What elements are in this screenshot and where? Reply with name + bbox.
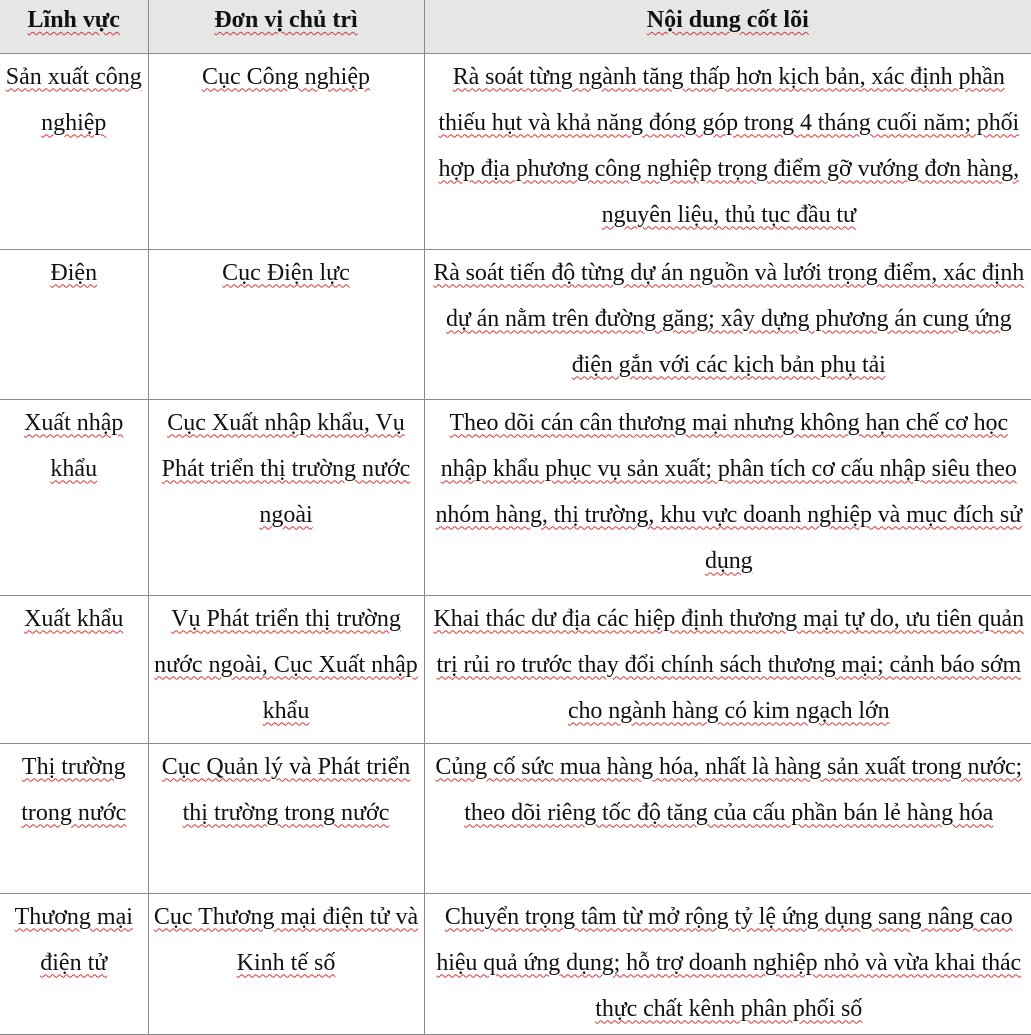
cell-content: Củng cố sức mua hàng hóa, nhất là hàng sản xuất trong nước; theo dõi riêng tốc độ tăng của cấu phần bán lẻ hàng hóa	[424, 743, 1031, 893]
cell-unit: Cục Điện lực	[148, 249, 424, 399]
cell-unit: Cục Thương mại điện tử và Kinh tế số	[148, 893, 424, 1034]
header-content: Nội dung cốt lõi	[424, 0, 1031, 53]
cell-field: Thị trường trong nước	[0, 743, 148, 893]
cell-content: Theo dõi cán cân thương mại nhưng không hạn chế cơ học nhập khẩu phục vụ sản xuất; phân tích cơ cấu nhập siêu theo nhóm hàng, thị trường, khu vực doanh nghiệp và mục đích sử dụng	[424, 399, 1031, 595]
table-row	[0, 53, 1031, 249]
table-header-row	[0, 0, 1031, 53]
cell-field: Sản xuất công nghiệp	[0, 53, 148, 249]
header-unit: Đơn vị chủ trì	[148, 0, 424, 53]
cell-content: Khai thác dư địa các hiệp định thương mại tự do, ưu tiên quản trị rủi ro trước thay đổi chính sách thương mại; cảnh báo sớm cho ngành hàng có kim ngạch lớn	[424, 595, 1031, 743]
cell-content: Chuyển trọng tâm từ mở rộng tỷ lệ ứng dụng sang nâng cao hiệu quả ứng dụng; hỗ trợ doanh nghiệp nhỏ và vừa khai thác thực chất kênh phân phối số	[424, 893, 1031, 1034]
cell-content: Rà soát tiến độ từng dự án nguồn và lưới trọng điểm, xác định dự án nằm trên đường găng; xây dựng phương án cung ứng điện gắn với các kịch bản phụ tải	[424, 249, 1031, 399]
table-row	[0, 893, 1031, 1034]
cell-content: Rà soát từng ngành tăng thấp hơn kịch bản, xác định phần thiếu hụt và khả năng đóng góp trong 4 tháng cuối năm; phối hợp địa phương công nghiệp trọng điểm gỡ vướng đơn hàng, nguyên liệu, thủ tục đầu tư	[424, 53, 1031, 249]
cell-field: Xuất khẩu	[0, 595, 148, 743]
cell-field: Xuất nhập khẩu	[0, 399, 148, 595]
table-row	[0, 743, 1031, 893]
table-row	[0, 249, 1031, 399]
table-row	[0, 595, 1031, 743]
cell-unit: Vụ Phát triển thị trường nước ngoài, Cục Xuất nhập khẩu	[148, 595, 424, 743]
header-field: Lĩnh vực	[0, 0, 148, 53]
cell-field: Điện	[0, 249, 148, 399]
cell-unit: Cục Quản lý và Phát triển thị trường trong nước	[148, 743, 424, 893]
table-row	[0, 399, 1031, 595]
cell-field: Thương mại điện tử	[0, 893, 148, 1034]
cell-unit: Cục Công nghiệp	[148, 53, 424, 249]
cell-unit: Cục Xuất nhập khẩu, Vụ Phát triển thị trường nước ngoài	[148, 399, 424, 595]
